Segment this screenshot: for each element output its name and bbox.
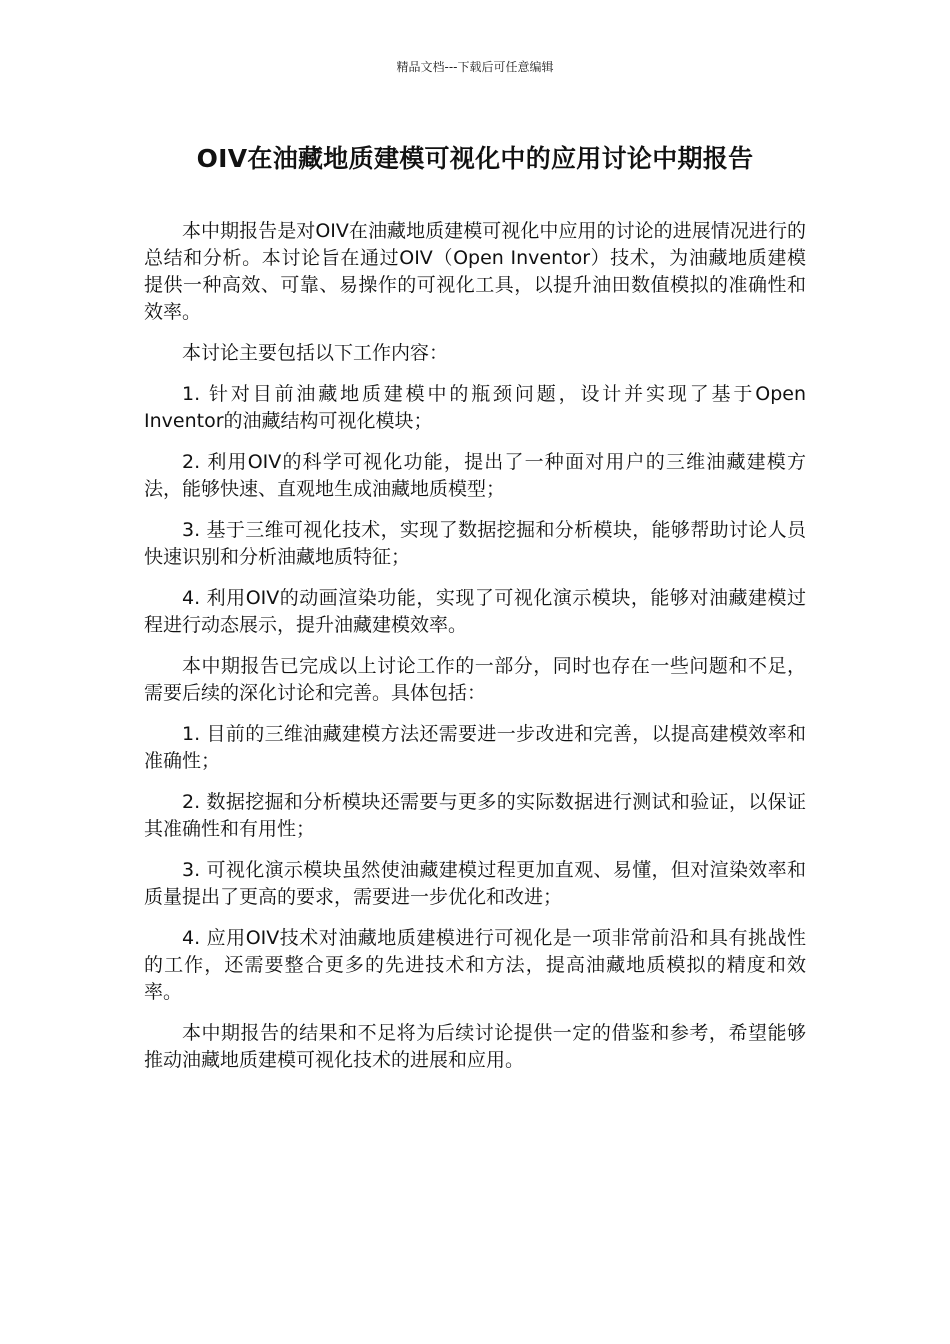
paragraph-work-intro: 本讨论主要包括以下工作内容：	[182, 342, 449, 364]
list-item-issue-3: 3. 可视化演示模块虽然使油藏建模过程更加直观、易懂，但对渲染效率和质量提出了更高的要求，需要进一步优化和改进；	[144, 859, 806, 908]
list-item-work-4: 4. 利用OIV的动画渲染功能，实现了可视化演示模块，能够对油藏建模过程进行动态展示，提升油藏建模效率。	[144, 587, 806, 636]
paragraph-issues-intro: 本中期报告已完成以上讨论工作的一部分，同时也存在一些问题和不足，需要后续的深化讨论和完善。具体包括：	[144, 655, 806, 704]
paragraph-conclusion: 本中期报告的结果和不足将为后续讨论提供一定的借鉴和参考，希望能够推动油藏地质建模可视化技术的进展和应用。	[144, 1022, 806, 1071]
list-item-issue-1: 1. 目前的三维油藏建模方法还需要进一步改进和完善，以提高建模效率和准确性；	[144, 723, 806, 772]
page-header: 精品文档---下载后可任意编辑	[396, 60, 554, 74]
list-item-work-3: 3. 基于三维可视化技术，实现了数据挖掘和分析模块，能够帮助讨论人员快速识别和分析油藏地质特征；	[144, 519, 806, 568]
list-item-work-2: 2. 利用OIV的科学可视化功能，提出了一种面对用户的三维油藏建模方法，能够快速、直观地生成油藏地质模型；	[144, 451, 806, 500]
list-item-work-1: 1. 针对目前油藏地质建模中的瓶颈问题，设计并实现了基于Open Inventor的油藏结构可视化模块；	[144, 383, 806, 432]
list-item-issue-2: 2. 数据挖掘和分析模块还需要与更多的实际数据进行测试和验证，以保证其准确性和有用性；	[144, 791, 806, 840]
paragraph-intro: 本中期报告是对OIV在油藏地质建模可视化中应用的讨论的进展情况进行的总结和分析。本讨论旨在通过OIV（Open Inventor）技术，为油藏地质建模提供一种高效、可靠、易操作的可视化工具，以提升油田数值模拟的准确性和效率。	[144, 220, 806, 323]
document-body	[144, 218, 806, 1088]
list-item-issue-4: 4. 应用OIV技术对油藏地质建模进行可视化是一项非常前沿和具有挑战性的工作，还需要整合更多的先进技术和方法，提高油藏地质模拟的精度和效率。	[144, 927, 806, 1003]
document-title: OIV在油藏地质建模可视化中的应用讨论中期报告	[196, 144, 754, 173]
